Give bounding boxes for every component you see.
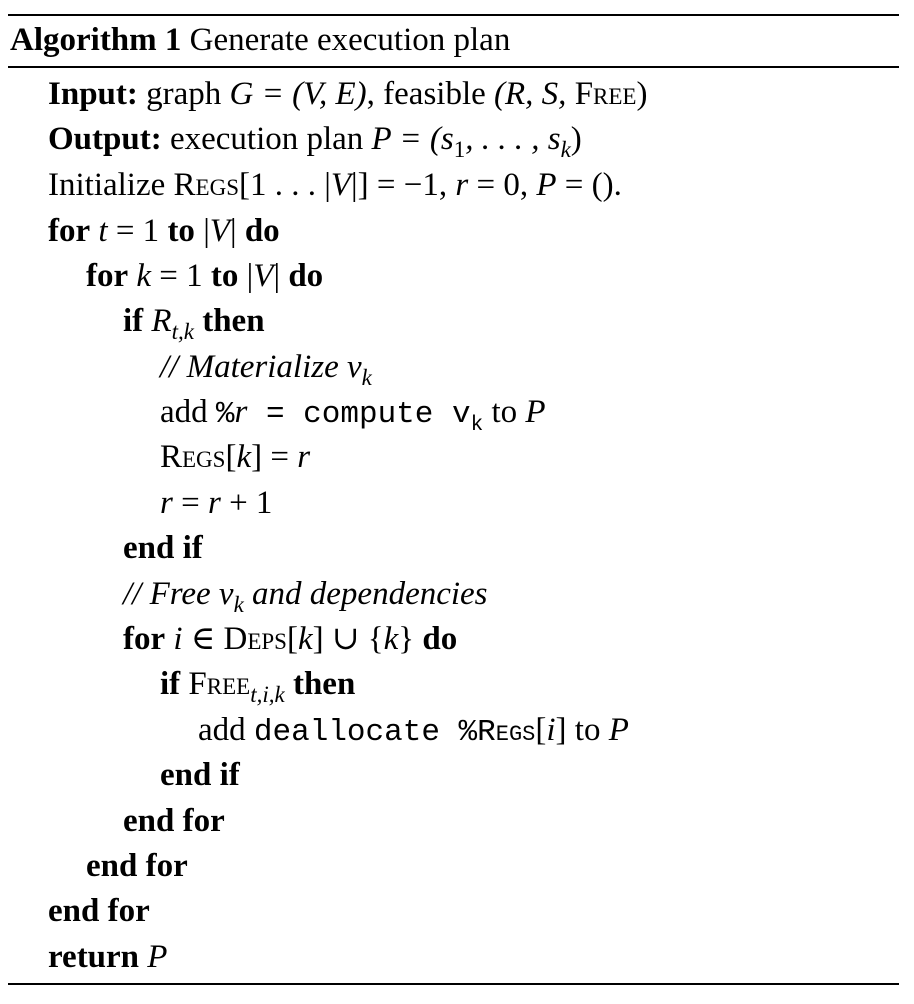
bottom-rule [8,983,899,985]
comment: and dependencies [243,576,488,612]
math: P [608,712,629,748]
text: ∈ [182,621,224,657]
text: [ [535,712,547,748]
text: add [160,394,216,430]
code: deallocate [253,715,459,750]
end-for-keyword: end for [86,848,188,884]
code: = compute v [247,397,471,432]
top-rule [8,14,899,16]
math: i [546,712,556,748]
math: P = (s [371,121,454,157]
text: | [273,258,289,294]
subscript: t,k [171,319,194,344]
line-end-if-1 [123,528,203,568]
math: k [383,621,399,657]
math: P [525,394,546,430]
then-keyword: then [202,303,265,339]
deps-sc: Deps [223,621,287,657]
for-keyword: for [48,213,91,249]
line-end-for-i [123,801,225,841]
to-keyword: to [167,213,195,249]
algorithm-caption [10,20,510,60]
math: i [173,621,183,657]
text: = 1 [107,213,168,249]
line-end-for-k [86,846,188,886]
do-keyword: do [288,258,324,294]
line-output [48,119,582,162]
line-for-t [48,211,280,251]
caption-title: Generate execution plan [189,22,511,58]
text: Initialize [48,167,174,203]
math: V [253,258,274,294]
subscript: k [560,137,571,162]
text: | [238,258,254,294]
then-keyword: then [292,666,356,702]
to-keyword: to [210,258,239,294]
math: P [147,939,168,975]
math: V [209,213,230,249]
math: r [160,485,173,521]
line-r-increment [160,483,272,523]
line-for-i [123,619,457,659]
line-input [48,74,647,114]
math: t [98,213,108,249]
subscript: k [361,365,372,390]
subscript: t,i,k [250,682,285,707]
code: % [458,715,478,750]
math: k [297,621,313,657]
regs-sc: Regs [160,439,226,475]
return-keyword: return [48,939,140,975]
subscript: k [470,414,484,437]
text: ) [636,76,648,112]
text: add [198,712,254,748]
text: ] = [251,439,298,475]
subscript: k [233,592,244,617]
end-if-keyword: end if [123,530,203,566]
text: |] = −1, [351,167,456,203]
line-initialize [48,165,622,205]
line-add-dealloc [198,710,629,753]
text: | [194,213,210,249]
text: , feasible [366,76,495,112]
text: graph [137,76,230,112]
line-regs-assign [160,437,310,477]
line-end-for-t [48,891,150,931]
line-return [48,937,167,977]
text: = (). [556,167,622,203]
code: % [215,397,235,432]
text: = [172,485,208,521]
math: r [234,394,248,430]
free-sc: Free [574,76,637,112]
caption-label: Algorithm 1 [10,22,182,58]
line-for-k [86,256,323,296]
math: V [330,167,352,203]
text: execution plan [161,121,372,157]
line-comment-free [123,574,488,617]
if-keyword: if [160,666,181,702]
math: k [136,258,152,294]
math: r [207,485,221,521]
regs-sc: Regs [173,167,239,203]
text: [ [286,621,298,657]
line-add-compute [160,392,546,435]
subscript: 1 [453,137,466,162]
math: , . . . , s [465,121,561,157]
text: [ [225,439,237,475]
line-if-free [160,664,356,707]
math: P [536,167,557,203]
free-sc: Free [188,666,251,702]
for-keyword: for [86,258,129,294]
caption-rule [8,66,899,68]
text: [1 . . . | [239,167,331,203]
line-comment-materialize [160,347,372,390]
text: | [229,213,245,249]
input-keyword: Input: [48,76,138,112]
comment: // Materialize v [160,349,362,385]
math: k [236,439,252,475]
text: ] ∪ { [312,621,384,657]
regs-sc: Regs [477,715,536,750]
for-keyword: for [123,621,166,657]
text: = 1 [151,258,211,294]
math: (R, S, [494,76,575,112]
text: = 0, [468,167,537,203]
math: r [455,167,469,203]
math: G = (V, E) [229,76,367,112]
text: ) [570,121,582,157]
do-keyword: do [244,213,280,249]
line-end-if-2 [160,755,240,795]
end-if-keyword: end if [160,757,240,793]
if-keyword: if [123,303,144,339]
text: + 1 [220,485,273,521]
end-for-keyword: end for [48,893,150,929]
output-keyword: Output: [48,121,162,157]
do-keyword: do [422,621,458,657]
comment: // Free v [123,576,234,612]
end-for-keyword: end for [123,803,225,839]
line-if-r [123,301,265,344]
math: r [297,439,311,475]
text: to [483,394,526,430]
text: } [398,621,423,657]
text: to [566,712,609,748]
text: ] [555,712,567,748]
math: R [151,303,172,339]
